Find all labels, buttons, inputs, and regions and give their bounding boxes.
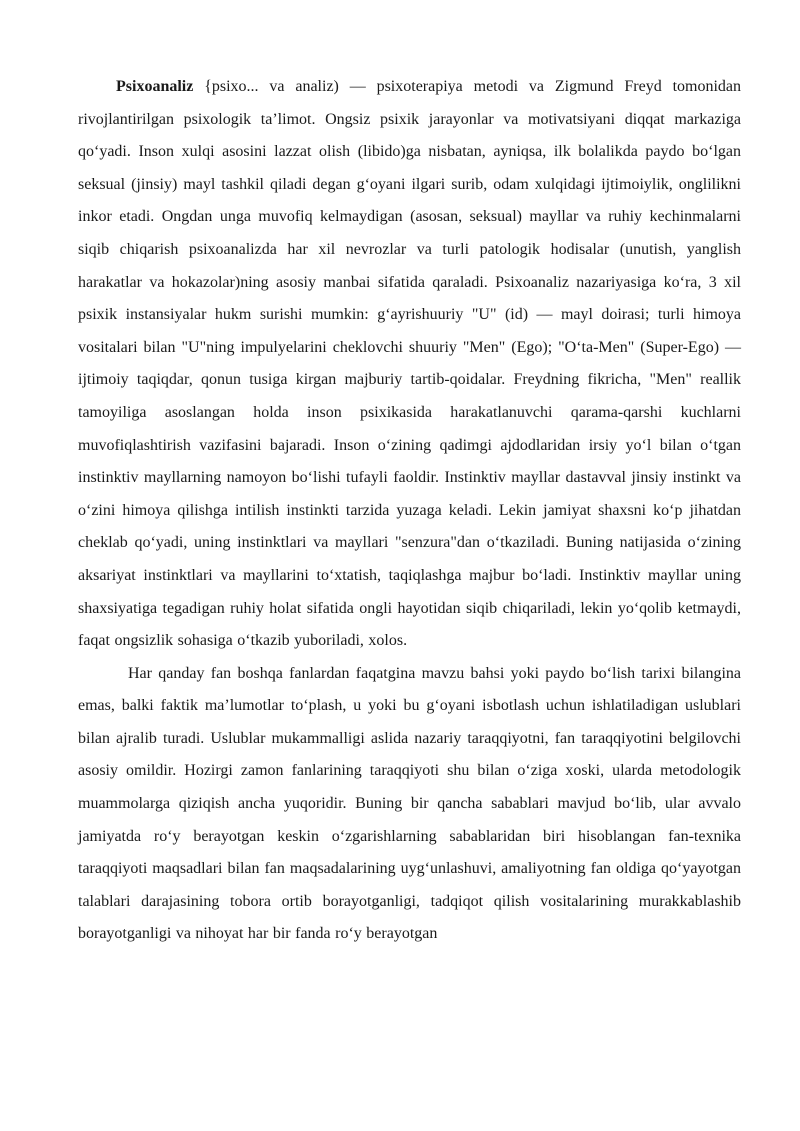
term-psixoanaliz: Psixoanaliz — [116, 78, 194, 95]
paragraph-methods — [78, 658, 741, 951]
paragraph-text: Har qanday fan boshqa fanlardan faqatgina mavzu bahsi yoki paydo bo‘lish tarixi bilangina emas, balki faktik ma’lumotlar to‘plash, u yoki bu g‘oyani isbotlash uchun ishlatiladigan uslublari bilan ajralib turadi. Uslublar mukammalligi aslida nazariy taraqqiyotni, fan taraqqiyotini belgilovchi asosiy omildir. Hozirgi zamon fanlarining taraqqiyoti shu bilan o‘ziga xoski, ularda metodologik muammolarga qiziqish ancha yuqoridir. Buning bir qancha sabablari mavjud bo‘lib, ular avvalo jamiyatda ro‘y berayotgan keskin o‘zgarishlarning sabablaridan biri hisoblangan fan-texnika taraqqiyoti maqsadlari bilan fan maqsadalarining uyg‘unlashuvi, amaliyotning fan oldiga qo‘yayotgan talablari darajasining tobora ortib borayotganligi, tadqiqot qilish vositalarining murakkablashib borayotganligi va nihoyat har bir fanda ro‘y berayotgan — [78, 664, 741, 943]
document-page — [78, 71, 741, 951]
paragraph-psixoanaliz — [78, 71, 741, 658]
paragraph-text: {psixo... va analiz) — psixoterapiya metodi va Zigmund Freyd tomonidan rivojlantirilgan psixologik ta’limot. Ongsiz psixik jarayonlar va motivatsiyani diqqat markaziga qo‘yadi. Inson xulqi asosini lazzat olish (libido)ga nisbatan, ayniqsa, ilk bolalikda paydo bo‘lgan seksual (jinsiy) mayl tashkil qiladi degan g‘oyani ilgari surib, odam xulqidagi ijtimoiylik, onglilikni inkor etadi. Ongdan unga muvofiq kelmaydigan (asosan, seksual) mayllar va ruhiy kechinmalarni siqib chiqarish psixoanalizda har xil nevrozlar va turli patologik hodisalar (unutish, yanglish harakatlar va hokazolar)ning asosiy manbai sifatida qaraladi. Psixoanaliz nazariyasiga ko‘ra, 3 xil psixik instansiyalar hukm surishi mumkin: g‘ayrishuuriy "U" (id) — mayl doirasi; turli himoya vositalari bilan "U"ning impulyelarini cheklovchi shuuriy "Men" (Ego); "O‘ta-Men" (Super-Ego) — ijtimoiy taqiqdar, qonun tusiga kirgan majburiy tartib-qoidalar. Freydning fikricha, "Men" reallik tamoyiliga asoslangan holda inson psixikasida harakatlanuvchi qarama-qarshi kuchlarni muvofiqlashtirish vazifasini bajaradi. Inson o‘zining qadimgi ajdodlaridan irsiy yo‘l bilan o‘tgan instinktiv mayllarning namoyon bo‘lishi tufayli faoldir. Instinktiv mayllar dastavval jinsiy instinkt va o‘zini himoya qilishga intilish instinkti tarzida yuzaga keladi. Lekin jamiyat shaxsni ko‘p jihatdan cheklab qo‘yadi, uning instinktlari va mayllari "senzura"dan o‘tkaziladi. Buning natijasida o‘zining aksariyat instinktlari va mayllarini to‘xtatish, taqiqlashga majbur bo‘ladi. Instinktiv mayllar uning shaxsiyatiga tegadigan ruhiy holat sifatida ongli hayotidan siqib chiqariladi, lekin yo‘qolib ketmaydi, faqat ongsizlik sohasiga o‘tkazib yuboriladi, xolos. — [78, 78, 741, 650]
